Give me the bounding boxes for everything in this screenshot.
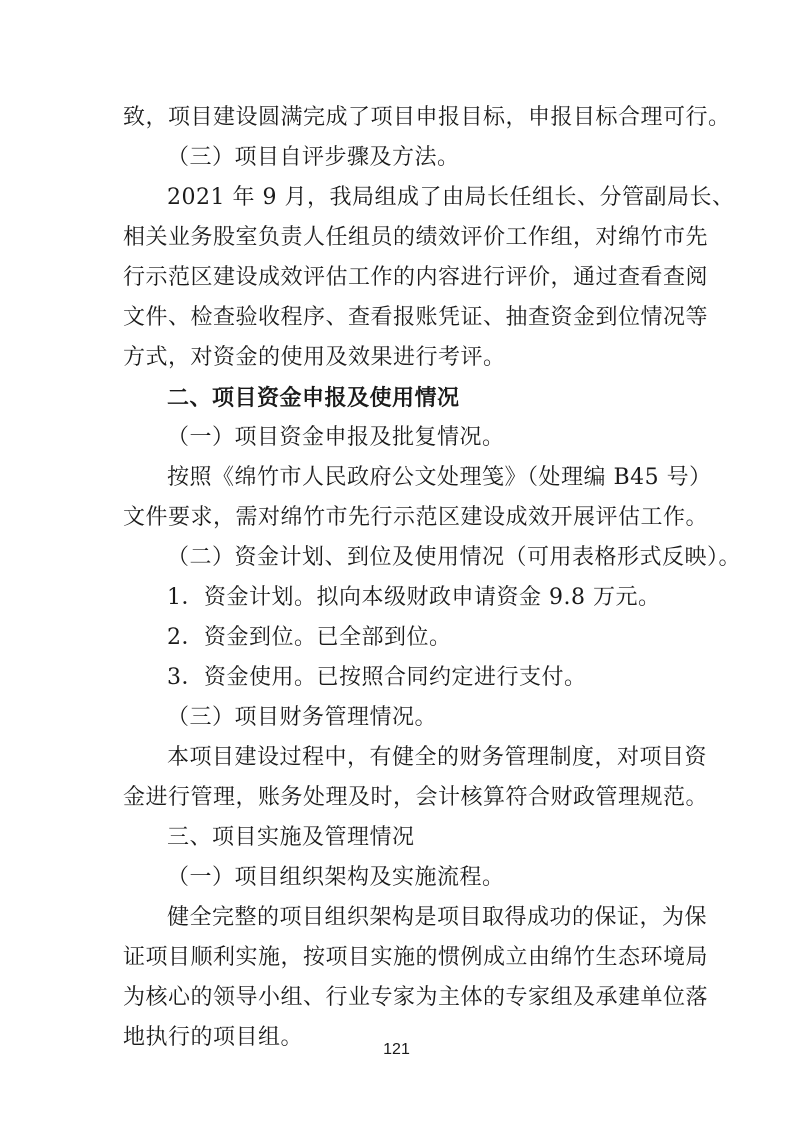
subheading: （一）项目组织架构及实施流程。 <box>167 865 505 890</box>
paragraph-line: 相关业务股室负责人任组员的绩效评价工作组，对绵竹市先 <box>123 225 709 250</box>
list-item: 3．资金使用。已按照合同约定进行支付。 <box>167 665 587 690</box>
subheading: （一）项目资金申报及批复情况。 <box>167 425 505 450</box>
list-item: 2．资金到位。已全部到位。 <box>167 625 452 650</box>
paragraph-line: 健全完整的项目组织架构是项目取得成功的保证，为保 <box>167 905 708 930</box>
page-number: 121 <box>383 1041 410 1058</box>
paragraph-line: 方式，对资金的使用及效果进行考评。 <box>123 345 506 370</box>
section-heading: 三、项目实施及管理情况 <box>167 825 415 850</box>
paragraph-line: 为核心的领导小组、行业专家为主体的专家组及承建单位落 <box>123 985 709 1010</box>
subheading: （二）资金计划、到位及使用情况（可用表格形式反映）。 <box>167 545 742 570</box>
paragraph-line: 证项目顺利实施，按项目实施的惯例成立由绵竹生态环境局 <box>123 945 709 970</box>
paragraph-line: 地执行的项目组。 <box>123 1025 304 1050</box>
subheading: （三）项目财务管理情况。 <box>167 705 438 730</box>
paragraph-line: 文件、检查验收程序、查看报账凭证、抽查资金到位情况等 <box>123 305 709 330</box>
paragraph-line: 按照《绵竹市人民政府公文处理笺》（处理编 B45 号） <box>167 465 712 490</box>
paragraph-line: 行示范区建设成效评估工作的内容进行评价，通过查看查阅 <box>123 265 709 290</box>
paragraph-line: 2021 年 9 月，我局组成了由局长任组长、分管副局长、 <box>167 185 735 210</box>
paragraph-line: 金进行管理，账务处理及时，会计核算符合财政管理规范。 <box>123 785 709 810</box>
section-heading: 二、项目资金申报及使用情况 <box>167 385 460 411</box>
list-item: 1．资金计划。拟向本级财政申请资金 9.8 万元。 <box>167 585 661 610</box>
paragraph-line: 本项目建设过程中，有健全的财务管理制度，对项目资 <box>167 745 708 770</box>
paragraph-line: 致，项目建设圆满完成了项目申报目标，申报目标合理可行。 <box>123 105 731 130</box>
paragraph-line: 文件要求，需对绵竹市先行示范区建设成效开展评估工作。 <box>123 505 709 530</box>
subheading: （三）项目自评步骤及方法。 <box>167 145 460 170</box>
